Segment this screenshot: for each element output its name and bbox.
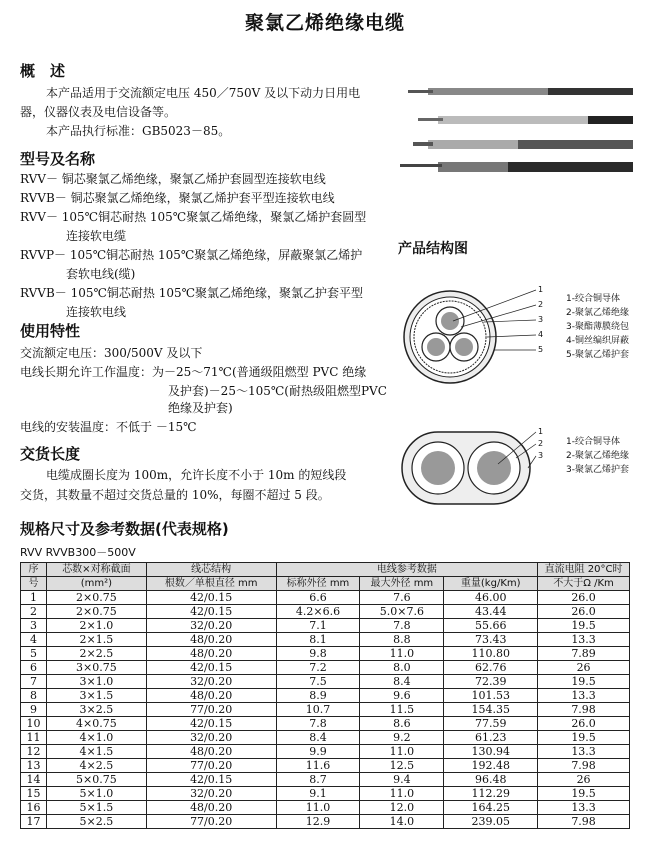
cell-weight: 164.25 bbox=[444, 801, 538, 815]
table-row bbox=[21, 689, 630, 703]
usage-text: 交流额定电压：300/500V 及以下 bbox=[20, 346, 203, 360]
model-line: RVVB－ 铜芯聚氯乙烯绝缘，聚氯乙烯护套平型连接软电线 bbox=[20, 191, 335, 205]
col-size: 芯数×对称截面 bbox=[46, 563, 146, 577]
spec-subtitle: RVV RVVB300－500V bbox=[20, 546, 136, 559]
cell-seq: 4 bbox=[21, 633, 47, 647]
cell-size: 4×2.5 bbox=[46, 759, 146, 773]
callout-3: 3 bbox=[538, 451, 544, 460]
overview-text-1: 本产品适用于交流额定电压 450／750V 及以下动力日用电 bbox=[46, 86, 361, 100]
overview-text-2: 器，仪器仪表及电信设备等。 bbox=[20, 105, 177, 119]
model-line: RVVP－ 105℃铜芯耐热 105℃聚氯乙烯绝缘，屏蔽聚氯乙烯护 bbox=[20, 248, 363, 262]
col-seq-2: 号 bbox=[21, 577, 47, 591]
cell-core: 77/0.20 bbox=[146, 759, 276, 773]
cell-seq: 17 bbox=[21, 815, 47, 829]
cell-weight: 62.76 bbox=[444, 661, 538, 675]
cell-maxod: 11.0 bbox=[360, 745, 444, 759]
cell-maxod: 14.0 bbox=[360, 815, 444, 829]
cable-image bbox=[400, 88, 633, 172]
cell-res: 26.0 bbox=[538, 605, 630, 619]
cell-res: 26.0 bbox=[538, 591, 630, 605]
cell-seq: 3 bbox=[21, 619, 47, 633]
table-row bbox=[21, 661, 630, 675]
col-core-2: 根数／单根直径 mm bbox=[146, 577, 276, 591]
cell-maxod: 8.8 bbox=[360, 633, 444, 647]
cell-maxod: 11.0 bbox=[360, 787, 444, 801]
col-res-2: 不大于Ω /Km bbox=[538, 577, 630, 591]
table-row bbox=[21, 815, 630, 829]
cell-weight: 77.59 bbox=[444, 717, 538, 731]
cell-res: 7.98 bbox=[538, 703, 630, 717]
cell-weight: 73.43 bbox=[444, 633, 538, 647]
cell-seq: 1 bbox=[21, 591, 47, 605]
cell-size: 3×1.0 bbox=[46, 675, 146, 689]
cell-maxod: 5.0×7.6 bbox=[360, 605, 444, 619]
col-maxod: 最大外径 mm bbox=[360, 577, 444, 591]
callout-3: 3 bbox=[538, 315, 544, 324]
cell-maxod: 12.0 bbox=[360, 801, 444, 815]
cell-core: 48/0.20 bbox=[146, 647, 276, 661]
cell-maxod: 7.6 bbox=[360, 591, 444, 605]
table-row bbox=[21, 717, 630, 731]
cell-seq: 15 bbox=[21, 787, 47, 801]
cell-weight: 130.94 bbox=[444, 745, 538, 759]
delivery-text: 交货，其数量不超过交货总量的 10%，每圈不超过 5 段。 bbox=[20, 488, 330, 502]
legend-item: 4-铜丝编织屏蔽 bbox=[566, 336, 629, 346]
cell-od: 6.6 bbox=[276, 591, 360, 605]
cell-core: 42/0.15 bbox=[146, 605, 276, 619]
overview-text-3: 本产品执行标准：GB5023－85。 bbox=[46, 124, 231, 138]
cell-seq: 14 bbox=[21, 773, 47, 787]
cell-size: 3×2.5 bbox=[46, 703, 146, 717]
cell-od: 10.7 bbox=[276, 703, 360, 717]
col-ref: 电线参考数据 bbox=[276, 563, 538, 577]
cell-res: 7.98 bbox=[538, 759, 630, 773]
callout-5: 5 bbox=[538, 345, 544, 354]
cell-seq: 11 bbox=[21, 731, 47, 745]
cell-res: 13.3 bbox=[538, 689, 630, 703]
cell-od: 7.1 bbox=[276, 619, 360, 633]
legend-item: 3-聚酯薄膜绕包 bbox=[566, 322, 629, 332]
cell-seq: 12 bbox=[21, 745, 47, 759]
cell-maxod: 8.4 bbox=[360, 675, 444, 689]
col-od: 标称外径 mm bbox=[276, 577, 360, 591]
round-cable-diagram bbox=[398, 280, 558, 390]
cell-maxod: 8.0 bbox=[360, 661, 444, 675]
cell-weight: 110.80 bbox=[444, 647, 538, 661]
cell-od: 12.9 bbox=[276, 815, 360, 829]
model-line: 套软电线(缆) bbox=[66, 267, 136, 281]
cell-seq: 16 bbox=[21, 801, 47, 815]
model-line: RVV－ 铜芯聚氯乙烯绝缘，聚氯乙烯护套圆型连接软电线 bbox=[20, 172, 326, 186]
cell-weight: 154.35 bbox=[444, 703, 538, 717]
cell-weight: 239.05 bbox=[444, 815, 538, 829]
cell-od: 9.8 bbox=[276, 647, 360, 661]
spec-table-body bbox=[21, 591, 630, 829]
cell-weight: 192.48 bbox=[444, 759, 538, 773]
cell-seq: 13 bbox=[21, 759, 47, 773]
cell-res: 26 bbox=[538, 773, 630, 787]
cell-maxod: 9.6 bbox=[360, 689, 444, 703]
model-line: RVVB－ 105℃铜芯耐热 105℃聚氯乙烯绝缘，聚氯乙护套平型 bbox=[20, 286, 364, 300]
col-core: 线芯结构 bbox=[146, 563, 276, 577]
table-row bbox=[21, 731, 630, 745]
cell-core: 48/0.20 bbox=[146, 633, 276, 647]
cell-od: 8.1 bbox=[276, 633, 360, 647]
table-row bbox=[21, 745, 630, 759]
cell-core: 48/0.20 bbox=[146, 801, 276, 815]
cell-maxod: 7.8 bbox=[360, 619, 444, 633]
usage-text: 电线的安装温度：不低于 －15℃ bbox=[20, 420, 197, 434]
cell-maxod: 11.0 bbox=[360, 647, 444, 661]
cell-res: 26 bbox=[538, 661, 630, 675]
table-row bbox=[21, 619, 630, 633]
table-row bbox=[21, 605, 630, 619]
cell-core: 42/0.15 bbox=[146, 773, 276, 787]
flat-cable-diagram bbox=[398, 424, 558, 510]
overview-heading: 概 述 bbox=[20, 62, 66, 80]
cell-weight: 101.53 bbox=[444, 689, 538, 703]
delivery-text: 电缆成圈长度为 100m，允许长度不小于 10m 的短线段 bbox=[46, 468, 347, 482]
cell-size: 2×0.75 bbox=[46, 605, 146, 619]
cell-od: 11.0 bbox=[276, 801, 360, 815]
table-row bbox=[21, 773, 630, 787]
cell-core: 77/0.20 bbox=[146, 703, 276, 717]
cell-res: 19.5 bbox=[538, 675, 630, 689]
cell-od: 7.2 bbox=[276, 661, 360, 675]
cell-od: 4.2×6.6 bbox=[276, 605, 360, 619]
cell-seq: 9 bbox=[21, 703, 47, 717]
col-size-2: (mm²) bbox=[46, 577, 146, 591]
cell-seq: 2 bbox=[21, 605, 47, 619]
cell-od: 8.4 bbox=[276, 731, 360, 745]
cell-core: 32/0.20 bbox=[146, 787, 276, 801]
cell-seq: 8 bbox=[21, 689, 47, 703]
cell-size: 3×0.75 bbox=[46, 661, 146, 675]
cell-core: 42/0.15 bbox=[146, 661, 276, 675]
cell-od: 7.8 bbox=[276, 717, 360, 731]
table-row bbox=[21, 759, 630, 773]
cell-res: 19.5 bbox=[538, 619, 630, 633]
table-row bbox=[21, 633, 630, 647]
cell-size: 5×2.5 bbox=[46, 815, 146, 829]
cell-seq: 10 bbox=[21, 717, 47, 731]
cell-res: 13.3 bbox=[538, 801, 630, 815]
page-title: 聚氯乙烯绝缘电缆 bbox=[244, 12, 405, 34]
cell-maxod: 11.5 bbox=[360, 703, 444, 717]
table-row bbox=[21, 675, 630, 689]
cell-od: 9.9 bbox=[276, 745, 360, 759]
cell-res: 13.3 bbox=[538, 745, 630, 759]
cell-res: 26.0 bbox=[538, 717, 630, 731]
legend-item: 1-绞合铜导体 bbox=[566, 294, 620, 304]
cell-size: 2×1.5 bbox=[46, 633, 146, 647]
cell-weight: 61.23 bbox=[444, 731, 538, 745]
cell-weight: 55.66 bbox=[444, 619, 538, 633]
cell-size: 5×1.0 bbox=[46, 787, 146, 801]
table-row bbox=[21, 703, 630, 717]
legend-item: 2-聚氯乙烯绝缘 bbox=[566, 451, 629, 461]
cell-maxod: 8.6 bbox=[360, 717, 444, 731]
table-row bbox=[21, 591, 630, 605]
cell-od: 11.6 bbox=[276, 759, 360, 773]
callout-1: 1 bbox=[538, 285, 544, 294]
legend-item: 5-聚氯乙烯护套 bbox=[566, 350, 629, 360]
cell-weight: 46.00 bbox=[444, 591, 538, 605]
cell-size: 2×0.75 bbox=[46, 591, 146, 605]
models-heading: 型号及名称 bbox=[20, 150, 96, 168]
cell-weight: 72.39 bbox=[444, 675, 538, 689]
usage-heading: 使用特性 bbox=[20, 322, 81, 340]
cell-size: 4×1.0 bbox=[46, 731, 146, 745]
cell-res: 19.5 bbox=[538, 787, 630, 801]
cell-od: 8.7 bbox=[276, 773, 360, 787]
cell-res: 13.3 bbox=[538, 633, 630, 647]
cell-seq: 6 bbox=[21, 661, 47, 675]
spec-table bbox=[20, 562, 630, 829]
round-legend bbox=[566, 292, 629, 362]
cell-core: 32/0.20 bbox=[146, 675, 276, 689]
table-row bbox=[21, 787, 630, 801]
model-line: RVV－ 105℃铜芯耐热 105℃聚氯乙烯绝缘，聚氯乙烯护套圆型 bbox=[20, 210, 367, 224]
cell-od: 9.1 bbox=[276, 787, 360, 801]
cell-size: 4×1.5 bbox=[46, 745, 146, 759]
flat-legend bbox=[566, 435, 629, 477]
cable-photo bbox=[398, 78, 633, 178]
col-seq: 序 bbox=[21, 563, 47, 577]
cell-res: 7.89 bbox=[538, 647, 630, 661]
delivery-heading: 交货长度 bbox=[20, 445, 81, 463]
cell-seq: 5 bbox=[21, 647, 47, 661]
callout-1: 1 bbox=[538, 427, 544, 436]
cell-seq: 7 bbox=[21, 675, 47, 689]
cell-core: 48/0.20 bbox=[146, 745, 276, 759]
cell-size: 3×1.5 bbox=[46, 689, 146, 703]
cell-weight: 96.48 bbox=[444, 773, 538, 787]
cell-core: 42/0.15 bbox=[146, 591, 276, 605]
model-line: 连接软电线 bbox=[66, 305, 127, 319]
cell-weight: 112.29 bbox=[444, 787, 538, 801]
cell-od: 7.5 bbox=[276, 675, 360, 689]
cell-od: 8.9 bbox=[276, 689, 360, 703]
table-row bbox=[21, 647, 630, 661]
usage-text: 电线长期允许工作温度：为－25～71℃(普通级阻燃型 PVC 绝缘 bbox=[20, 365, 367, 379]
cell-core: 32/0.20 bbox=[146, 731, 276, 745]
usage-text: 及护套)－25～105℃(耐热级阻燃型PVC bbox=[168, 384, 387, 398]
cell-weight: 43.44 bbox=[444, 605, 538, 619]
cell-core: 77/0.20 bbox=[146, 815, 276, 829]
callout-4: 4 bbox=[538, 330, 544, 339]
callout-2: 2 bbox=[538, 439, 544, 448]
callout-2: 2 bbox=[538, 300, 544, 309]
cell-maxod: 9.4 bbox=[360, 773, 444, 787]
legend-item: 2-聚氯乙烯绝缘 bbox=[566, 308, 629, 318]
spec-heading: 规格尺寸及参考数据(代表规格) bbox=[20, 520, 229, 538]
cell-res: 7.98 bbox=[538, 815, 630, 829]
legend-item: 3-聚氯乙烯护套 bbox=[566, 465, 629, 475]
cell-size: 2×2.5 bbox=[46, 647, 146, 661]
cell-core: 32/0.20 bbox=[146, 619, 276, 633]
legend-item: 1-绞合铜导体 bbox=[566, 437, 620, 447]
cell-core: 42/0.15 bbox=[146, 717, 276, 731]
model-line: 连接软电缆 bbox=[66, 229, 127, 243]
usage-text: 绝缘及护套) bbox=[168, 401, 233, 415]
cell-size: 5×1.5 bbox=[46, 801, 146, 815]
cell-size: 5×0.75 bbox=[46, 773, 146, 787]
col-res: 直流电阻 20°C时 bbox=[538, 563, 630, 577]
table-row bbox=[21, 801, 630, 815]
cell-maxod: 12.5 bbox=[360, 759, 444, 773]
cell-res: 19.5 bbox=[538, 731, 630, 745]
cell-maxod: 9.2 bbox=[360, 731, 444, 745]
cell-size: 2×1.0 bbox=[46, 619, 146, 633]
cell-core: 48/0.20 bbox=[146, 689, 276, 703]
cell-size: 4×0.75 bbox=[46, 717, 146, 731]
structure-heading: 产品结构图 bbox=[398, 241, 468, 257]
col-weight: 重量(kg/Km) bbox=[444, 577, 538, 591]
